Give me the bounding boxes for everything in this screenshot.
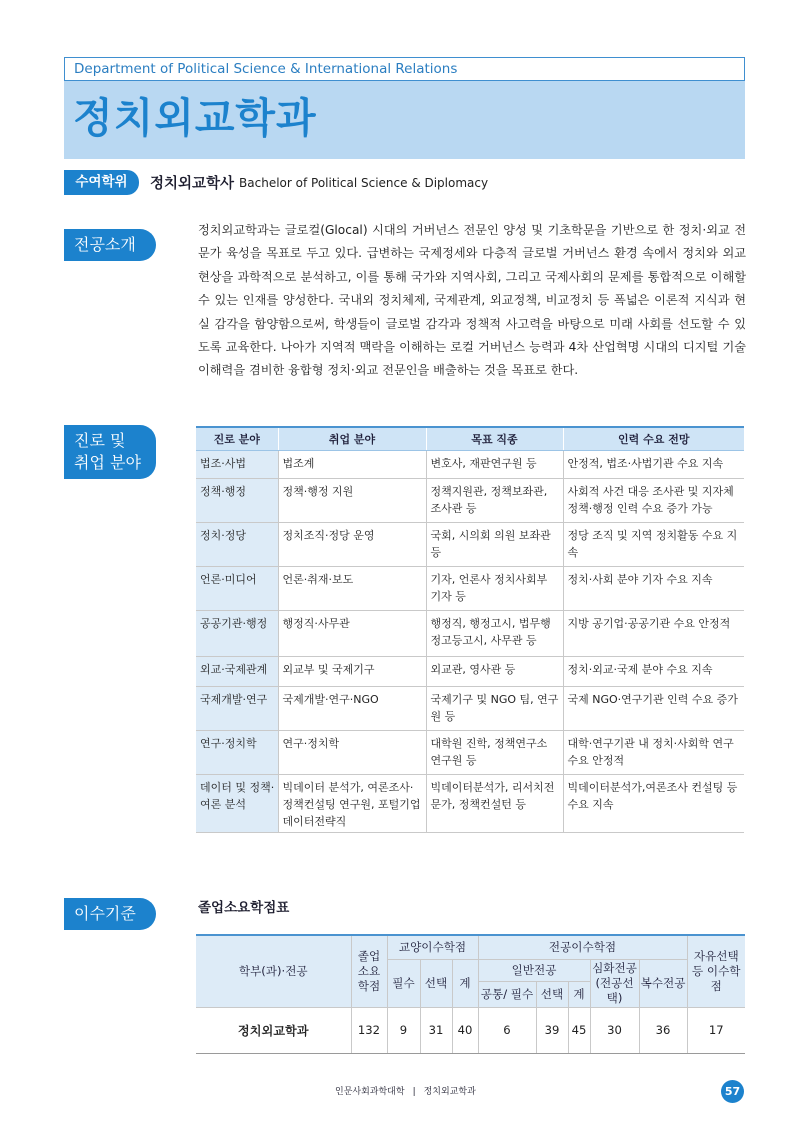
table-row — [196, 610, 744, 656]
page-number: 57 — [721, 1080, 744, 1103]
table-row — [196, 686, 744, 730]
employment-area: 외교부 및 국제기구 — [278, 656, 426, 686]
header-free-elective: 자유선택 등 이수학점 — [687, 935, 745, 1007]
header-general-elective: 선택 — [536, 981, 568, 1007]
header-graduation-credits: 졸업 소요 학점 — [351, 935, 387, 1007]
demand-outlook: 대학·연구기관 내 정치·사회학 연구 수요 안정적 — [563, 730, 744, 774]
column-header-field: 진로 분야 — [196, 427, 278, 450]
section-tag-credit: 이수기준 — [64, 898, 156, 930]
footer-department: 정치외교학과 — [423, 1087, 476, 1097]
section-tag-intro: 전공소개 — [64, 229, 156, 261]
career-field: 공공기관·행정 — [196, 610, 278, 656]
column-header-target-job: 목표 직종 — [426, 427, 563, 450]
header-general-common: 공통/ 필수 — [478, 981, 536, 1007]
career-field: 정책·행정 — [196, 478, 278, 522]
table-row — [196, 478, 744, 522]
employment-area: 국제개발·연구·NGO — [278, 686, 426, 730]
target-job: 대학원 진학, 정책연구소 연구원 등 — [426, 730, 563, 774]
table-row — [196, 522, 744, 566]
target-job: 외교관, 영사관 등 — [426, 656, 563, 686]
employment-area: 행정직·사무관 — [278, 610, 426, 656]
credit-double-major: 36 — [639, 1007, 687, 1053]
employment-area: 연구·정치학 — [278, 730, 426, 774]
table-row — [196, 566, 744, 610]
credit-liberal-total: 40 — [452, 1007, 478, 1053]
demand-outlook: 정치·사회 분야 기자 수요 지속 — [563, 566, 744, 610]
degree-tag: 수여학위 — [64, 170, 139, 195]
target-job: 빅데이터분석가, 리서치전문가, 정책컨설턴 등 — [426, 774, 563, 832]
credit-header-row-1 — [196, 935, 745, 959]
employment-area: 정책·행정 지원 — [278, 478, 426, 522]
section-tag-career — [64, 425, 156, 479]
degree-name-english: Bachelor of Political Science & Diplomacy — [239, 175, 489, 190]
credit-table-heading: 졸업소요학점표 — [198, 900, 290, 916]
header-double-major: 복수전공 — [639, 959, 687, 1007]
career-tag-line1: 진로 및 — [74, 431, 126, 450]
credit-liberal-required: 9 — [387, 1007, 420, 1053]
credit-general-total: 45 — [568, 1007, 590, 1053]
table-row — [196, 730, 744, 774]
header-liberal-elective: 선택 — [420, 959, 452, 1007]
header-advanced-major: 심화전공 (전공선택) — [590, 959, 639, 1007]
column-header-employment: 취업 분야 — [278, 427, 426, 450]
career-field: 법조·사법 — [196, 450, 278, 478]
credit-department: 정치외교학과 — [196, 1007, 351, 1053]
column-header-demand: 인력 수요 전망 — [563, 427, 744, 450]
header-liberal-arts: 교양이수학점 — [387, 935, 478, 959]
target-job: 행정직, 행정고시, 법무행정고등고시, 사무관 등 — [426, 610, 563, 656]
department-header — [64, 57, 745, 159]
demand-outlook: 지방 공기업·공공기관 수요 안정적 — [563, 610, 744, 656]
career-table — [196, 426, 744, 833]
degree-name-korean: 정치외교학사 — [150, 176, 235, 192]
career-field: 언론·미디어 — [196, 566, 278, 610]
demand-outlook: 정당 조직 및 지역 정치활동 수요 지속 — [563, 522, 744, 566]
employment-area: 법조계 — [278, 450, 426, 478]
demand-outlook: 국제 NGO·연구기관 인력 수요 증가 — [563, 686, 744, 730]
title-band — [64, 81, 745, 159]
header-liberal-required: 필수 — [387, 959, 420, 1007]
table-row — [196, 774, 744, 832]
footer-college: 인문사회과학대학 — [335, 1087, 405, 1097]
credit-general-common: 6 — [478, 1007, 536, 1053]
table-row — [196, 450, 744, 478]
page-footer — [0, 1080, 801, 1104]
target-job: 변호사, 재판연구원 등 — [426, 450, 563, 478]
demand-outlook: 안정적, 법조·사법기관 수요 지속 — [563, 450, 744, 478]
credit-free-elective: 17 — [687, 1007, 745, 1053]
header-liberal-total: 계 — [452, 959, 478, 1007]
career-tag-line2: 취업 분야 — [74, 453, 141, 472]
intro-paragraph: 정치외교학과는 글로컬(Glocal) 시대의 거버넌스 전문인 양성 및 기초학문을 기반으로 한 정치·외교 전문가 육성을 목표로 두고 있다. 급변하는 국제정세와 다층적 글로벌 거버넌스 환경 속에서 정치와 외교 현상을 과학적으로 분석하고, 이를 통해 국가와 지역사회, 그리고 국제사회의 문제를 통합적으로 이해할 수 있는 인재를 양성한다. 국내외 정치체제, 국제관계, 외교정책, 비교정치 등 폭넓은 이론적 지식과 현실 감각을 함양함으로써, 학생들이 글로벌 감각과 정책적 사고력을 바탕으로 미래 사회를 선도할 수 있도록 교육한다. 나아가 지역적 맥락을 이해하는 로컬 거버넌스 능력과 4차 산업혁명 시대의 디지털 기술 이해력을 겸비한 융합형 정치·외교 전문인을 배출하는 것을 목표로 한다. — [198, 223, 746, 378]
degree-row — [64, 170, 488, 195]
career-field: 데이터 및 정책·여론 분석 — [196, 774, 278, 832]
header-major: 전공이수학점 — [478, 935, 687, 959]
career-field: 정치·정당 — [196, 522, 278, 566]
credit-advanced-major: 30 — [590, 1007, 639, 1053]
department-name-english: Department of Political Science & International Relations — [64, 57, 745, 81]
footer-separator: | — [412, 1087, 416, 1097]
page-title: 정치외교학과 — [73, 94, 317, 142]
footer-text — [335, 1084, 476, 1097]
credit-general-elective: 39 — [536, 1007, 568, 1053]
target-job: 기자, 언론사 정치사회부 기자 등 — [426, 566, 563, 610]
demand-outlook: 정치·외교·국제 분야 수요 지속 — [563, 656, 744, 686]
target-job: 국회, 시의회 의원 보좌관 등 — [426, 522, 563, 566]
employment-area: 정치조직·정당 운영 — [278, 522, 426, 566]
target-job: 정책지원관, 정책보좌관, 조사관 등 — [426, 478, 563, 522]
credit-table — [196, 934, 745, 1054]
header-general-total: 계 — [568, 981, 590, 1007]
career-table-header-row — [196, 427, 744, 450]
employment-area: 빅데이터 분석가, 여론조사·정책컨설팅 연구원, 포털기업 데이터전략직 — [278, 774, 426, 832]
target-job: 국제기구 및 NGO 팀, 연구원 등 — [426, 686, 563, 730]
header-department: 학부(과)·전공 — [196, 935, 351, 1007]
header-general-major: 일반전공 — [478, 959, 590, 981]
credit-liberal-elective: 31 — [420, 1007, 452, 1053]
credit-graduation: 132 — [351, 1007, 387, 1053]
table-row — [196, 656, 744, 686]
career-field: 국제개발·연구 — [196, 686, 278, 730]
demand-outlook: 빅데이터분석가,여론조사 컨설팅 등 수요 지속 — [563, 774, 744, 832]
employment-area: 언론·취재·보도 — [278, 566, 426, 610]
table-row — [196, 1007, 745, 1053]
demand-outlook: 사회적 사건 대응 조사관 및 지자체 정책·행정 인력 수요 증가 가능 — [563, 478, 744, 522]
career-field: 외교·국제관계 — [196, 656, 278, 686]
career-field: 연구·정치학 — [196, 730, 278, 774]
